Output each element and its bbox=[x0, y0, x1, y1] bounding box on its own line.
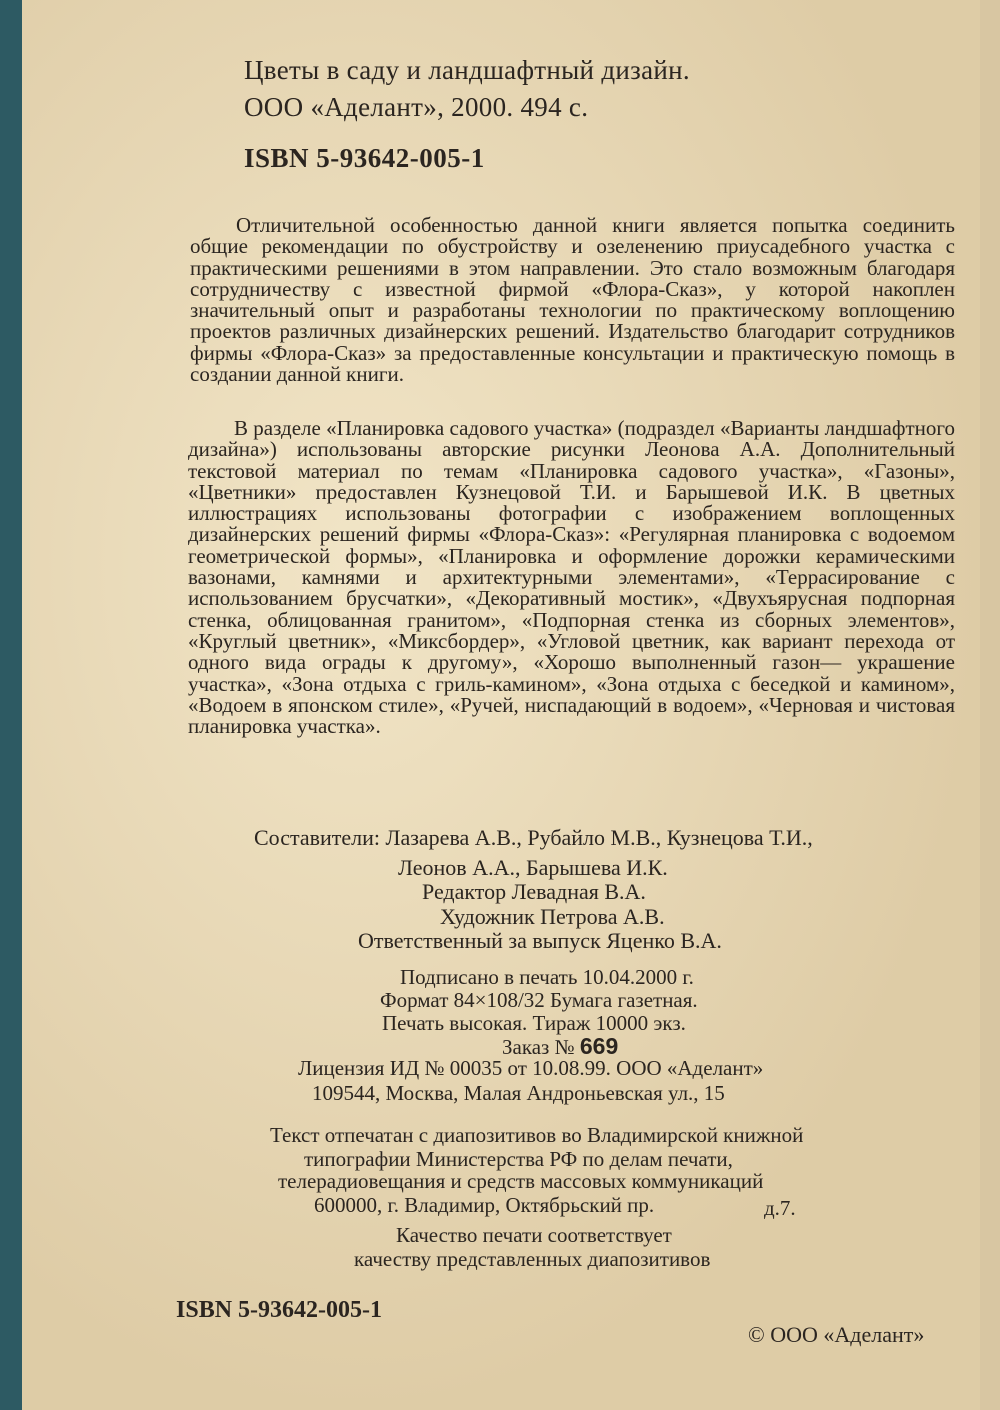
copyright-line: © ООО «Аделант» bbox=[748, 1322, 925, 1347]
order-label: Заказ № bbox=[502, 1035, 575, 1059]
address-line: 109544, Москва, Малая Андроньевская ул., 15 bbox=[312, 1081, 725, 1105]
quality-line-1: Качество печати соответствует bbox=[396, 1223, 672, 1247]
isbn-header: ISBN 5-93642-005-1 bbox=[244, 143, 485, 173]
editor-line: Редактор Левадная В.А. bbox=[422, 879, 646, 904]
license-line: Лицензия ИД № 00035 от 10.08.99. ООО «Аделант» bbox=[298, 1056, 764, 1080]
printer-line-2: типографии Министерства РФ по делам печати, bbox=[304, 1147, 733, 1171]
compilers-line-1: Составители: Лазарева А.В., Рубайло М.В., Кузнецова Т.И., bbox=[254, 825, 813, 850]
book-page bbox=[22, 0, 980, 1410]
print-run-line: Печать высокая. Тираж 10000 экз. bbox=[382, 1011, 686, 1035]
printer-line-1: Текст отпечатан с диапозитивов во Владимирской книжной bbox=[270, 1123, 804, 1147]
publisher-line: ООО «Аделант», 2000. 494 с. bbox=[244, 92, 589, 122]
signed-line: Подписано в печать 10.04.2000 г. bbox=[400, 965, 694, 989]
compilers-line-2: Леонов А.А., Барышева И.К. bbox=[398, 855, 668, 880]
responsible-line: Ответственный за выпуск Яценко В.А. bbox=[358, 928, 722, 953]
order-number: 669 bbox=[579, 1033, 619, 1059]
quality-line-2: качеству представленных диапозитивов bbox=[354, 1247, 711, 1271]
annotation-paragraph-1: Отличительной особенностью данной книги является попытка соединить общие рекомендации по обустройству и озеленению приусадебного участка с практическими решениями в этом направлении. Это стало возможным благодаря сотрудничеству с известной фирмой «Флора-Сказ», у которой накоплен значительный опыт и разработаны технологии по практическому воплощению проектов различных дизайнерских решений. Издательство благодарит сотрудников фирмы «Флора-Сказ» за предоставленные консультации и практическую помощь в создании данной книги. bbox=[190, 213, 955, 387]
isbn-footer: ISBN 5-93642-005-1 bbox=[176, 1297, 383, 1323]
book-title-line: Цветы в саду и ландшафтный дизайн. bbox=[244, 55, 690, 85]
printer-line-4: 600000, г. Владимир, Октябрьский пр. bbox=[314, 1193, 655, 1217]
printer-building: д.7. bbox=[764, 1196, 796, 1220]
artist-line: Художник Петрова А.В. bbox=[440, 904, 665, 929]
annotation-paragraph-2: В разделе «Планировка садового участка» (подраздел «Варианты ландшафтного дизайна») использованы авторские рисунки Леонова А.А. Дополнительный текстовой материал по темам «Планировка садового участка», «Газоны», «Цветники» предоставлен Кузнецовой Т.И. и Барышевой И.К. В цветных иллюстрациях использованы фотографии с изображением воплощенных дизайнерских решений фирмы «Флора-Сказ»: «Регулярная планировка с водоемом геометрической формы», «Планировка и оформление дорожки керамическими вазонами, камнями и архитектурными элементами», «Террасирование с использованием брусчатки», «Декоративный мостик», «Двухъярусная подпорная стенка, облицованная гранитом», «Подпорная стенка из сборных элементов», «Круглый цветник», «Миксбордер», «Угловой цветник, как вариант перехода от одного вида ограды к другому», «Хорошо выполненный газон— украшение участка», «Зона отдыха с гриль-камином», «Зона отдыха с беседкой и камином», «Водоем в японском стиле», «Ручей, ниспадающий в водоем», «Черновая и чистовая планировка участка». bbox=[188, 416, 955, 739]
adjacent-page-edge bbox=[980, 0, 1000, 1410]
format-line: Формат 84×108/32 Бумага газетная. bbox=[380, 988, 698, 1012]
printer-line-3: телерадиовещания и средств массовых коммуникаций bbox=[278, 1169, 764, 1193]
